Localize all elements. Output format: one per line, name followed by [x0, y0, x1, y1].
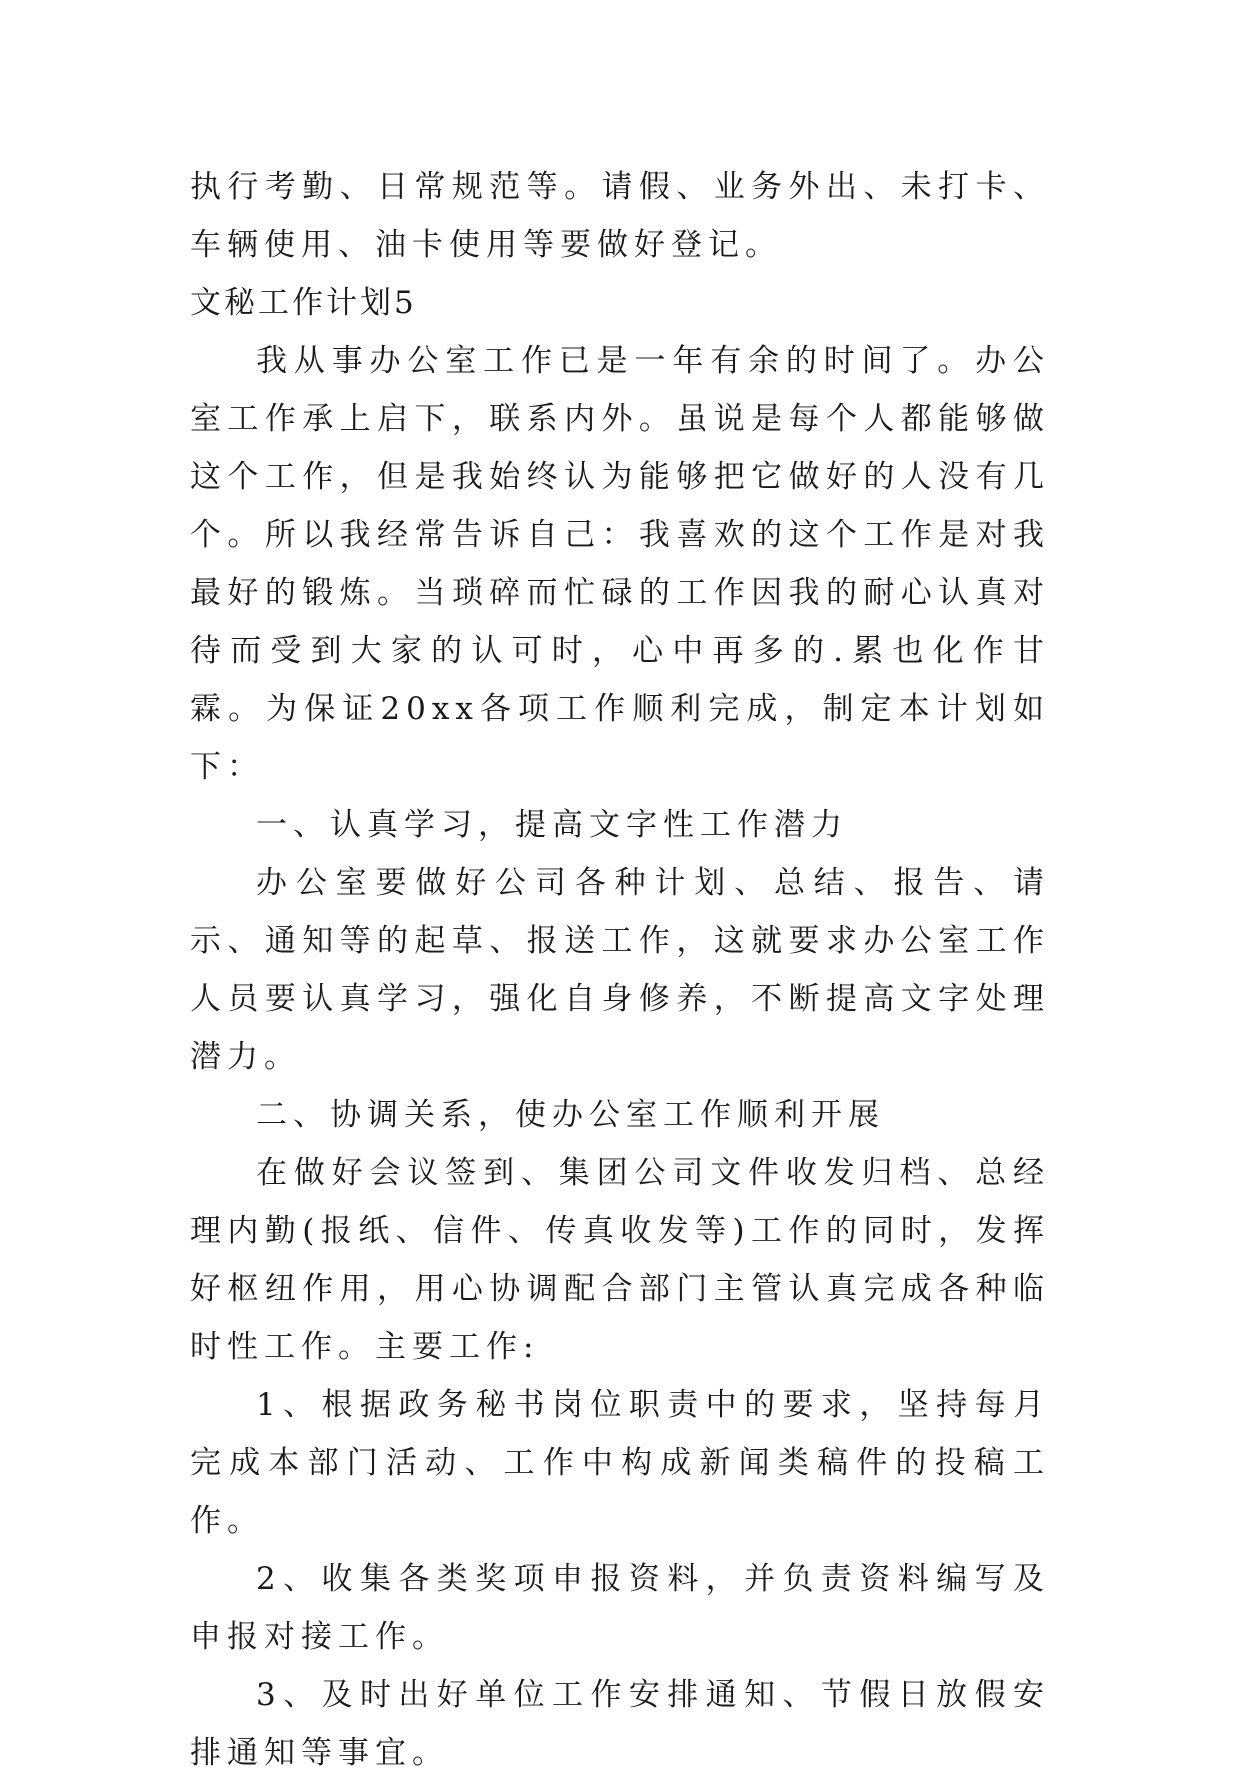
list-item: 3、及时出好单位工作安排通知、节假日放假安排通知等事宜。 [190, 1677, 1050, 1771]
section-title: 文秘工作计划5 [190, 285, 417, 321]
paragraph: 办公室要做好公司各种计划、总结、报告、请示、通知等的起草、报送工作，这就要求办公室工作人员要认真学习，强化自身修养，不断提高文字处理潜力。 [190, 865, 1050, 1075]
document-body [190, 158, 1050, 1782]
section-heading: 二、协调关系，使办公室工作顺利开展 [256, 1097, 885, 1133]
list-item: 2、收集各类奖项申报资料，并负责资料编写及申报对接工作。 [190, 1561, 1050, 1655]
section-heading: 一、认真学习，提高文字性工作潜力 [256, 807, 848, 843]
paragraph: 执行考勤、日常规范等。请假、业务外出、未打卡、车辆使用、油卡使用等要做好登记。 [190, 169, 1050, 263]
paragraph: 我从事办公室工作已是一年有余的时间了。办公室工作承上启下，联系内外。虽说是每个人都能够做这个工作，但是我始终认为能够把它做好的人没有几个。所以我经常告诉自己：我喜欢的这个工作是对我最好的锻炼。当琐碎而忙碌的工作因我的耐心认真对待而受到大家的认可时，心中再多的.累也化作甘霖。为保证20xx各项工作顺利完成，制定本计划如下： [190, 343, 1050, 785]
paragraph: 在做好会议签到、集团公司文件收发归档、总经理内勤(报纸、信件、传真收发等)工作的同时，发挥好枢纽作用，用心协调配合部门主管认真完成各种临时性工作。主要工作: [190, 1155, 1050, 1365]
list-item: 1、根据政务秘书岗位职责中的要求，坚持每月完成本部门活动、工作中构成新闻类稿件的投稿工作。 [190, 1387, 1050, 1539]
